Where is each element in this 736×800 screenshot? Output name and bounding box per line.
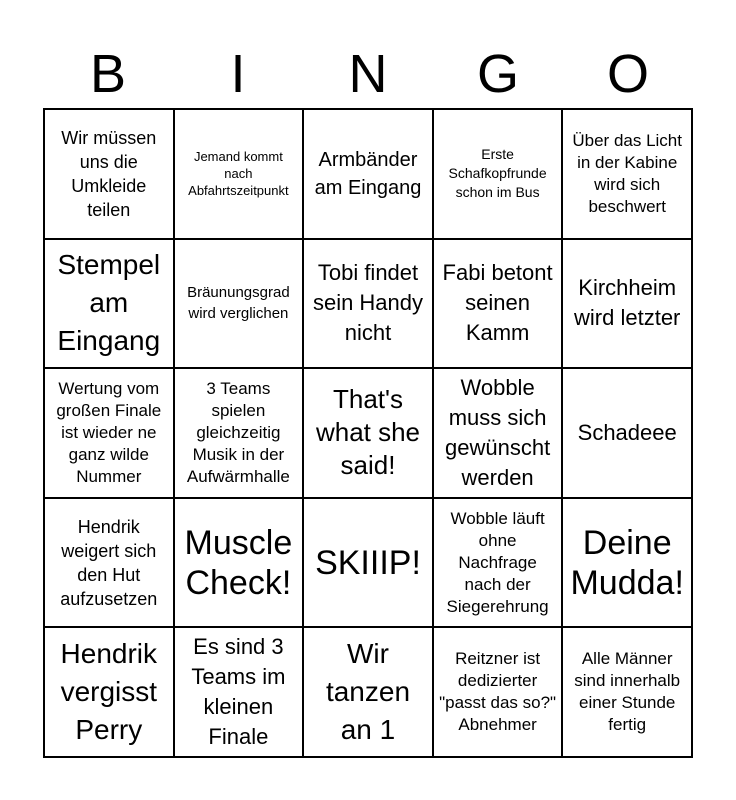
- bingo-cell[interactable]: [562, 109, 692, 239]
- bingo-cell[interactable]: [303, 498, 433, 628]
- bingo-cell[interactable]: [174, 239, 304, 369]
- cell-text: 3 Teams spielen gleichzeitig Musik in der Aufwärmhalle: [186, 378, 290, 486]
- bingo-cell[interactable]: [44, 239, 174, 369]
- bingo-cell[interactable]: [433, 109, 563, 239]
- cell-text: Erste Schafkopfrunde schon im Bus: [448, 146, 547, 201]
- bingo-cell[interactable]: [562, 498, 692, 628]
- cell-text: Wobble läuft ohne Nachfrage nach der Siegerehrung: [446, 508, 549, 616]
- bingo-cell[interactable]: [44, 498, 174, 628]
- bingo-cell[interactable]: [174, 627, 304, 757]
- cell-text: Über das Licht in der Kabine wird sich beschwert: [572, 130, 682, 216]
- bingo-cell[interactable]: [44, 109, 174, 239]
- bingo-card: [43, 108, 693, 758]
- bingo-header: [43, 40, 693, 108]
- cell-text: Hendrik vergisst Perry: [60, 638, 158, 746]
- bingo-cell[interactable]: [174, 498, 304, 628]
- bingo-cell[interactable]: [174, 109, 304, 239]
- bingo-cell[interactable]: [433, 498, 563, 628]
- cell-text: That's what she said!: [315, 384, 421, 481]
- cell-text: Bräunungsgrad wird verglichen: [187, 284, 290, 323]
- bingo-cell[interactable]: [174, 368, 304, 498]
- bingo-cell[interactable]: [562, 368, 692, 498]
- cell-text: Es sind 3 Teams im kleinen Finale: [191, 634, 286, 750]
- cell-text: Reitzner ist dedizierter "passt das so?" Abnehmer: [439, 649, 557, 735]
- cell-text: Stempel am Eingang: [57, 249, 161, 357]
- bingo-cell[interactable]: [303, 368, 433, 498]
- cell-text: Deine Mudda!: [570, 523, 684, 602]
- header-letter-g: G: [476, 44, 519, 104]
- bingo-cell[interactable]: [433, 627, 563, 757]
- bingo-cell[interactable]: [44, 627, 174, 757]
- cell-text: Muscle Check!: [184, 523, 293, 602]
- bingo-cell[interactable]: [433, 368, 563, 498]
- cell-text: Wobble muss sich gewünscht werden: [445, 375, 551, 490]
- cell-text: Wir tanzen an 1: [325, 638, 411, 746]
- cell-text: Tobi findet sein Handy nicht: [312, 260, 424, 346]
- cell-text: Jemand kommt nach Abfahrtszeitpunkt: [188, 149, 289, 199]
- cell-text: Kirchheim wird letzter: [574, 275, 681, 331]
- bingo-cell[interactable]: [303, 627, 433, 757]
- bingo-cell[interactable]: [562, 627, 692, 757]
- cell-text: Alle Männer sind innerhalb einer Stunde fertig: [574, 649, 681, 735]
- bingo-cell[interactable]: [303, 109, 433, 239]
- bingo-cell[interactable]: [562, 239, 692, 369]
- bingo-cell[interactable]: [433, 239, 563, 369]
- bingo-cell[interactable]: [44, 368, 174, 498]
- cell-text: Hendrik weigert sich den Hut aufzusetzen: [60, 516, 158, 609]
- header-letter-n: N: [348, 44, 388, 104]
- cell-text: Wir müssen uns die Umkleide teilen: [61, 127, 157, 220]
- cell-text: SKIIIP!: [315, 543, 421, 582]
- cell-text: Wertung vom großen Finale ist wieder ne ganz wilde Nummer: [56, 378, 162, 486]
- header-letter-b: B: [89, 44, 127, 104]
- cell-text: Schadeee: [577, 419, 677, 445]
- cell-text: Armbänder am Eingang: [314, 148, 422, 199]
- cell-text: Fabi betont seinen Kamm: [442, 260, 553, 346]
- header-letter-i: I: [230, 44, 246, 104]
- bingo-cell[interactable]: [303, 239, 433, 369]
- header-letter-o: O: [606, 44, 649, 104]
